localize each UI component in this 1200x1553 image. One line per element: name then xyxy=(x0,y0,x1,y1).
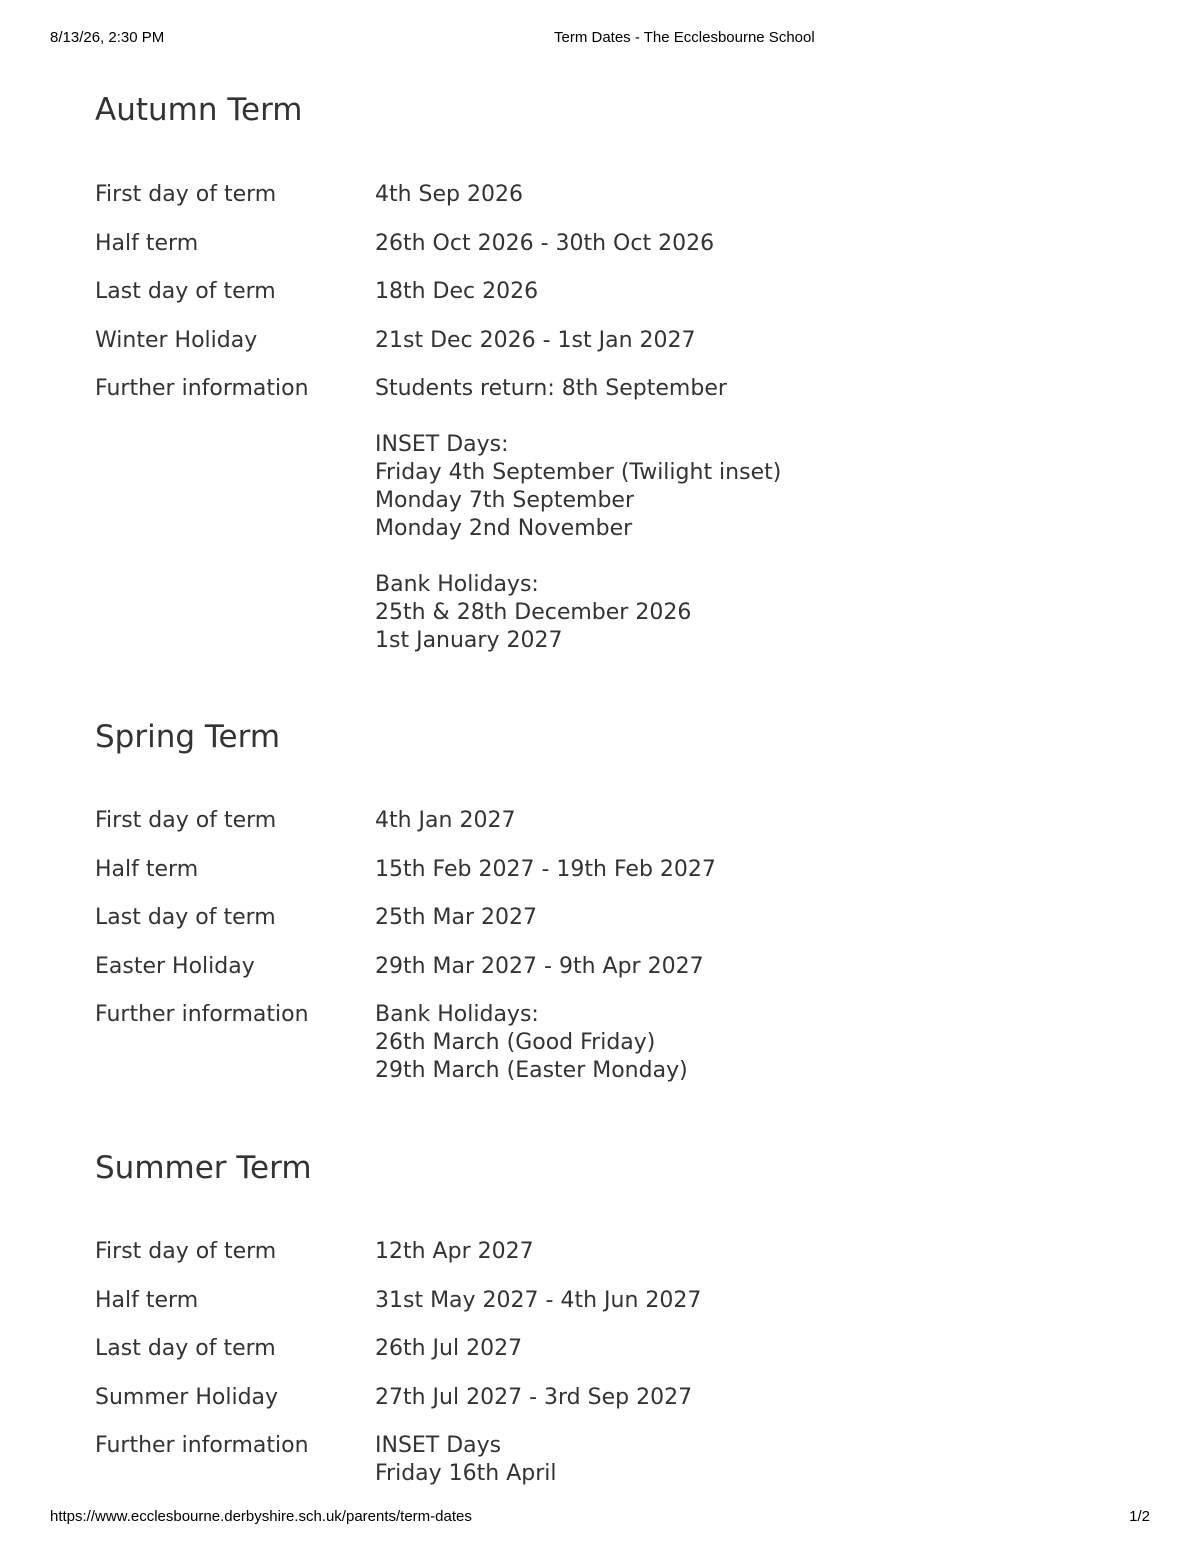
row-value: 25th Mar 2027 xyxy=(375,905,538,930)
row-label: Further information xyxy=(95,1002,309,1027)
row-value: 4th Sep 2026 xyxy=(375,182,524,207)
row-value: 31st May 2027 - 4th Jun 2027 xyxy=(375,1287,702,1313)
row-label: Easter Holiday xyxy=(95,953,255,979)
row-value: 18th Dec 2026 xyxy=(375,279,539,304)
print-url: https://www.ecclesbourne.derbyshire.sch.uk/parents/term-dates xyxy=(50,1508,472,1525)
row-value: 26th Oct 2026 - 30th Oct 2026 xyxy=(375,230,715,256)
info-line: Friday 4th September (Twilight inset) xyxy=(375,460,782,485)
row-value: 29th Mar 2027 - 9th Apr 2027 xyxy=(375,953,704,979)
row-label: Summer Holiday xyxy=(95,1384,279,1410)
term-dates-table xyxy=(95,1238,1095,1488)
term-title: Autumn Term xyxy=(95,92,303,128)
term-row-last-day xyxy=(95,1335,1095,1384)
info-line: Bank Holidays: xyxy=(375,572,539,597)
info-paragraph xyxy=(375,1432,1095,1488)
term-row-half-term xyxy=(95,856,1095,905)
print-page-number: 1/2 xyxy=(1129,1508,1150,1525)
row-value: 26th Jul 2027 xyxy=(375,1336,523,1361)
term-dates-table xyxy=(95,181,1095,655)
term-row-first-day xyxy=(95,1238,1095,1287)
term-row-first-day xyxy=(95,807,1095,856)
info-line: Monday 7th September xyxy=(375,488,635,513)
further-info-text xyxy=(375,1432,1095,1488)
row-label: Winter Holiday xyxy=(95,327,258,353)
info-paragraph xyxy=(375,1001,1095,1085)
term-row-holiday xyxy=(95,953,1095,1002)
row-label: Further information xyxy=(95,1433,309,1458)
row-label: Half term xyxy=(95,230,199,256)
further-info-text xyxy=(375,375,1095,655)
row-value: 27th Jul 2027 - 3rd Sep 2027 xyxy=(375,1384,693,1410)
term-title: Summer Term xyxy=(95,1150,312,1186)
info-line: 25th & 28th December 2026 xyxy=(375,600,692,625)
term-dates-table xyxy=(95,807,1095,1085)
row-label: Further information xyxy=(95,376,309,401)
term-row-further-info xyxy=(95,375,1095,655)
print-header xyxy=(0,29,1200,49)
row-label: Last day of term xyxy=(95,1336,276,1361)
row-label: First day of term xyxy=(95,182,277,207)
term-row-further-info xyxy=(95,1001,1095,1085)
row-value: 15th Feb 2027 - 19th Feb 2027 xyxy=(375,856,716,882)
term-row-half-term xyxy=(95,230,1095,279)
info-line: 26th March (Good Friday) xyxy=(375,1030,656,1055)
print-footer xyxy=(0,1508,1200,1528)
info-line: Friday 16th April xyxy=(375,1461,557,1486)
print-datetime: 8/13/26, 2:30 PM xyxy=(50,29,165,46)
term-row-last-day xyxy=(95,904,1095,953)
term-row-holiday xyxy=(95,327,1095,376)
term-row-last-day xyxy=(95,278,1095,327)
info-paragraph xyxy=(375,431,1095,543)
term-section-summer xyxy=(95,1148,1095,1486)
row-label: Last day of term xyxy=(95,905,276,930)
info-paragraph xyxy=(375,571,1095,655)
info-line: 1st January 2027 xyxy=(375,628,563,653)
info-line: INSET Days xyxy=(375,1433,502,1458)
term-section-autumn xyxy=(95,90,1095,653)
row-value: 12th Apr 2027 xyxy=(375,1239,534,1264)
row-label: First day of term xyxy=(95,1239,277,1264)
info-line: 29th March (Easter Monday) xyxy=(375,1058,688,1083)
row-value: 4th Jan 2027 xyxy=(375,808,516,833)
row-label: Last day of term xyxy=(95,279,276,304)
info-line: Bank Holidays: xyxy=(375,1002,539,1027)
print-page-title: Term Dates - The Ecclesbourne School xyxy=(554,29,815,46)
info-line: Monday 2nd November xyxy=(375,516,633,541)
info-line: INSET Days: xyxy=(375,432,509,457)
row-label: Half term xyxy=(95,856,199,882)
term-row-half-term xyxy=(95,1287,1095,1336)
term-section-spring xyxy=(95,717,1095,1083)
term-row-further-info xyxy=(95,1432,1095,1488)
row-value: 21st Dec 2026 - 1st Jan 2027 xyxy=(375,327,696,353)
term-row-holiday xyxy=(95,1384,1095,1433)
term-title: Spring Term xyxy=(95,719,281,755)
row-label: Half term xyxy=(95,1287,199,1313)
info-line: Students return: 8th September xyxy=(375,376,727,401)
info-paragraph xyxy=(375,375,1095,403)
term-row-first-day xyxy=(95,181,1095,230)
further-info-text xyxy=(375,1001,1095,1085)
row-label: First day of term xyxy=(95,808,277,833)
